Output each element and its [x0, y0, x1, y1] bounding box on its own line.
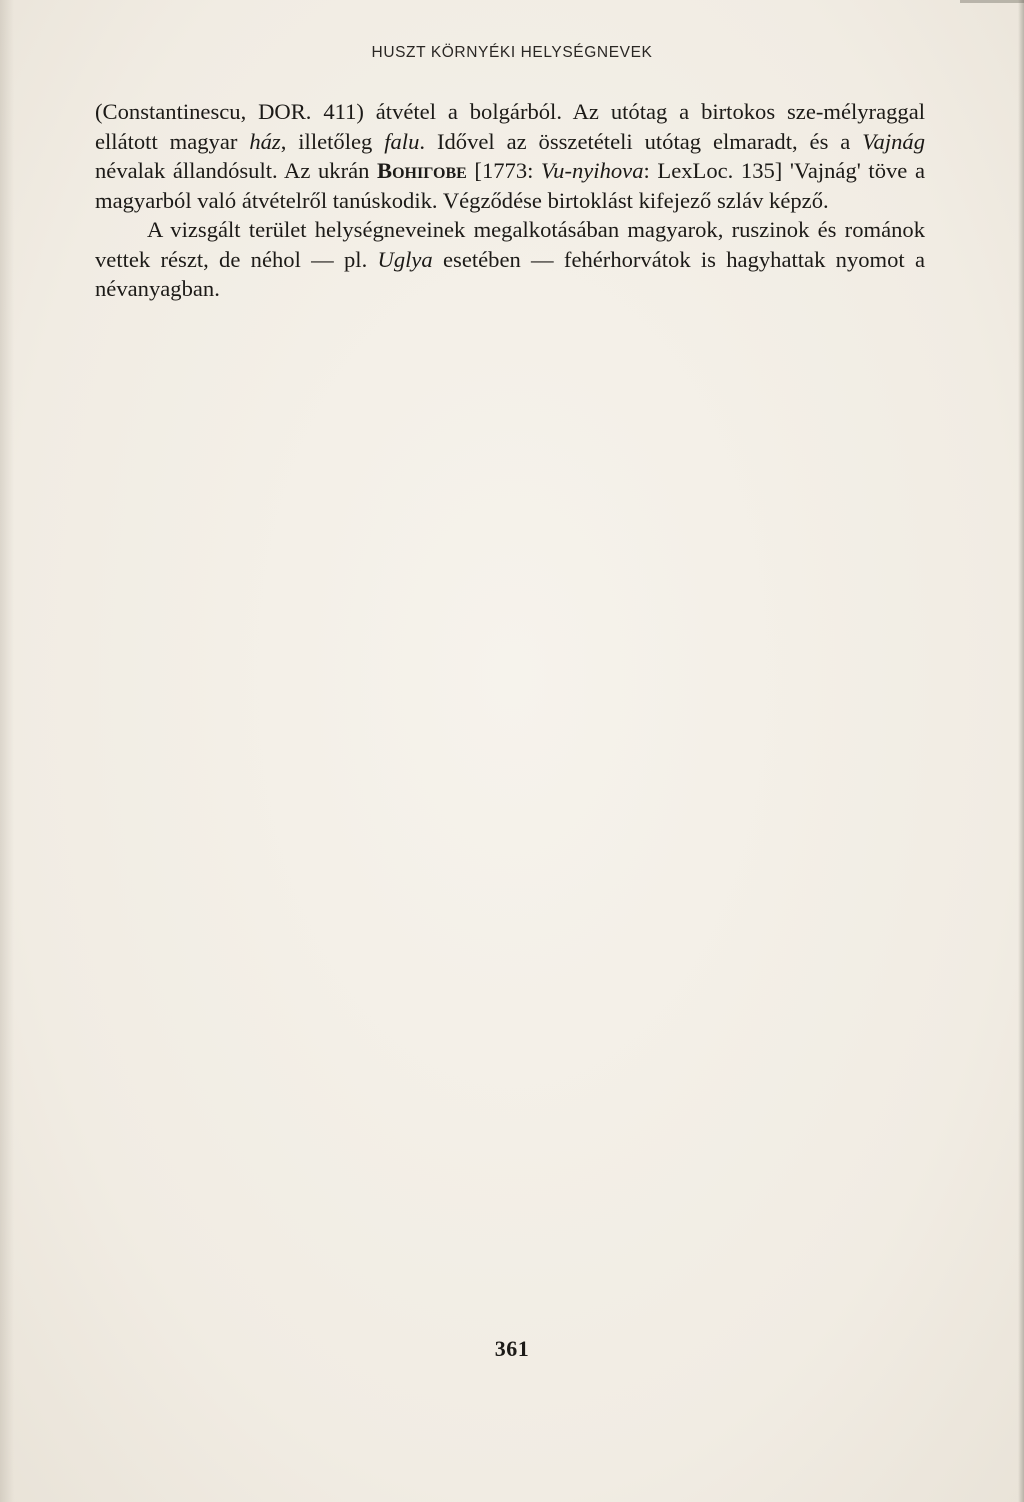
page-gutter-shadow	[0, 0, 14, 1502]
p1-cyrillic-name: Вонігове	[377, 158, 467, 183]
p1-text-1: (Constantinescu, DOR. 411) átvétel a bolgárból. Az utótag a birtokos sze-mélyraggal ellátott magyar	[95, 99, 925, 154]
page-corner-mark	[960, 0, 1024, 3]
p1-text-6: : LexLoc. 135] 'Vajnág' töve a magyarból való átvételről tanúskodik. Végződése birtoklást kifejező szláv képző.	[95, 158, 925, 213]
p1-text-5: [1773:	[466, 158, 542, 183]
p1-italic-vajnag: Vajnág	[862, 128, 925, 154]
body-text	[95, 97, 925, 304]
p1-text-2: , illetőleg	[280, 128, 385, 154]
p2-text-1: A vizsgált terület helységneveinek megalkotásában magyarok, ruszinok és románok vettek részt, de néhol — pl.	[95, 217, 925, 272]
page-edge-shadow	[1018, 0, 1024, 1502]
running-head: HUSZT KÖRNYÉKI HELYSÉGNEVEK	[371, 44, 653, 61]
page-number: 361	[494, 1336, 530, 1361]
p1-text-4: névalak állandósult. Az ukrán	[95, 158, 378, 183]
paragraph-1	[95, 97, 925, 215]
p1-italic-falu: falu	[384, 128, 420, 154]
p2-italic-uglya: Uglya	[377, 246, 433, 272]
p1-italic-haz: ház	[249, 128, 281, 154]
p1-italic-vunyihova: Vu-nyihova	[541, 158, 644, 183]
paragraph-2	[95, 215, 925, 304]
p2-text-2: esetében — fehérhorvátok is hagyhattak nyomot a névanyagban.	[95, 246, 925, 301]
p1-text-3: . Idővel az összetételi utótag elmaradt, és a	[419, 128, 863, 154]
